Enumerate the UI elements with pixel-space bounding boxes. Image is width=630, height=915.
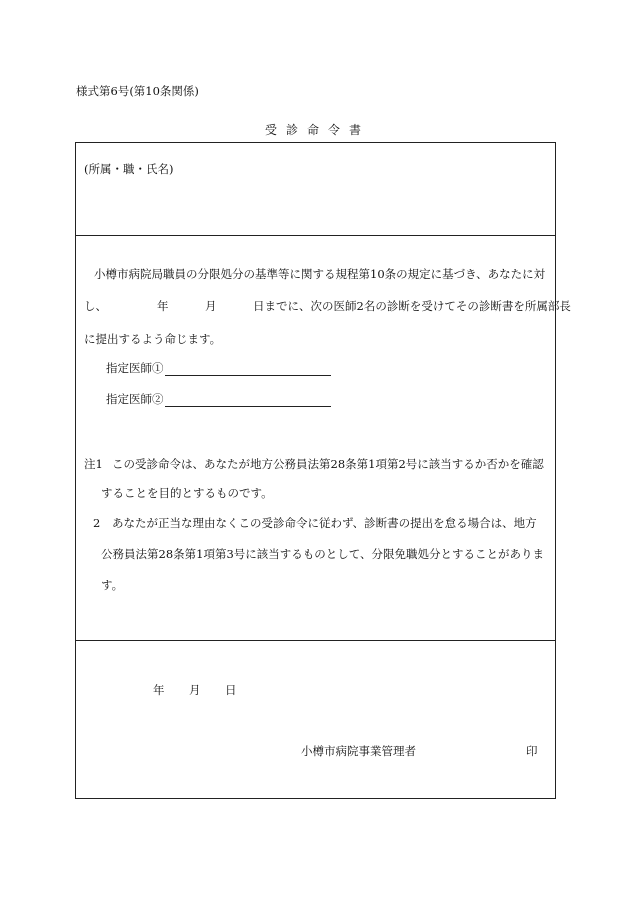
note-1-line-2: することを目的とするものです。 bbox=[101, 486, 273, 500]
seal-mark: 印 bbox=[526, 744, 538, 758]
form-number: 様式第6号(第10条関係) bbox=[76, 84, 199, 98]
note-2-marker: 2 bbox=[93, 516, 101, 530]
document-title: 受診命令書 bbox=[265, 123, 371, 137]
order-year-label: 年 bbox=[157, 299, 169, 313]
order-month-label: 月 bbox=[205, 299, 217, 313]
doctor-2-signature-line bbox=[165, 406, 331, 407]
order-line-2-suffix: 日までに、次の医師2名の診断を受けてその診断書を所属部長 bbox=[253, 299, 571, 313]
note-2-line-2: 公務員法第28条第1項第3号に該当するものとして、分限免職処分とすることがありま bbox=[101, 547, 545, 561]
section-divider bbox=[76, 640, 555, 641]
doctor-1-signature-line bbox=[165, 375, 331, 376]
note-2-line-3: す。 bbox=[101, 578, 124, 592]
doctor-2-label: 指定医師② bbox=[106, 392, 164, 406]
note-2-line-1: あなたが正当な理由なくこの受診命令に従わず、診断書の提出を怠る場合は、地方 bbox=[112, 516, 537, 530]
issuer-name: 小樽市病院事業管理者 bbox=[301, 744, 416, 758]
note-1-line-1: この受診命令は、あなたが地方公務員法第28条第1項第2号に該当するか否かを確認 bbox=[112, 457, 544, 471]
doctor-1-label: 指定医師① bbox=[106, 361, 164, 375]
recipient-label: (所属・職・氏名) bbox=[84, 162, 174, 176]
section-divider bbox=[76, 235, 555, 236]
footer-day-label: 日 bbox=[225, 683, 237, 697]
order-line-2-prefix: し、 bbox=[84, 299, 107, 313]
note-1-marker: 注1 bbox=[84, 457, 103, 471]
footer-month-label: 月 bbox=[189, 683, 201, 697]
order-line-1: 小樽市病院局職員の分限処分の基準等に関する規程第10条の規定に基づき、あなたに対 bbox=[94, 267, 546, 281]
order-line-3: に提出するよう命じます。 bbox=[84, 332, 222, 346]
footer-year-label: 年 bbox=[153, 683, 165, 697]
